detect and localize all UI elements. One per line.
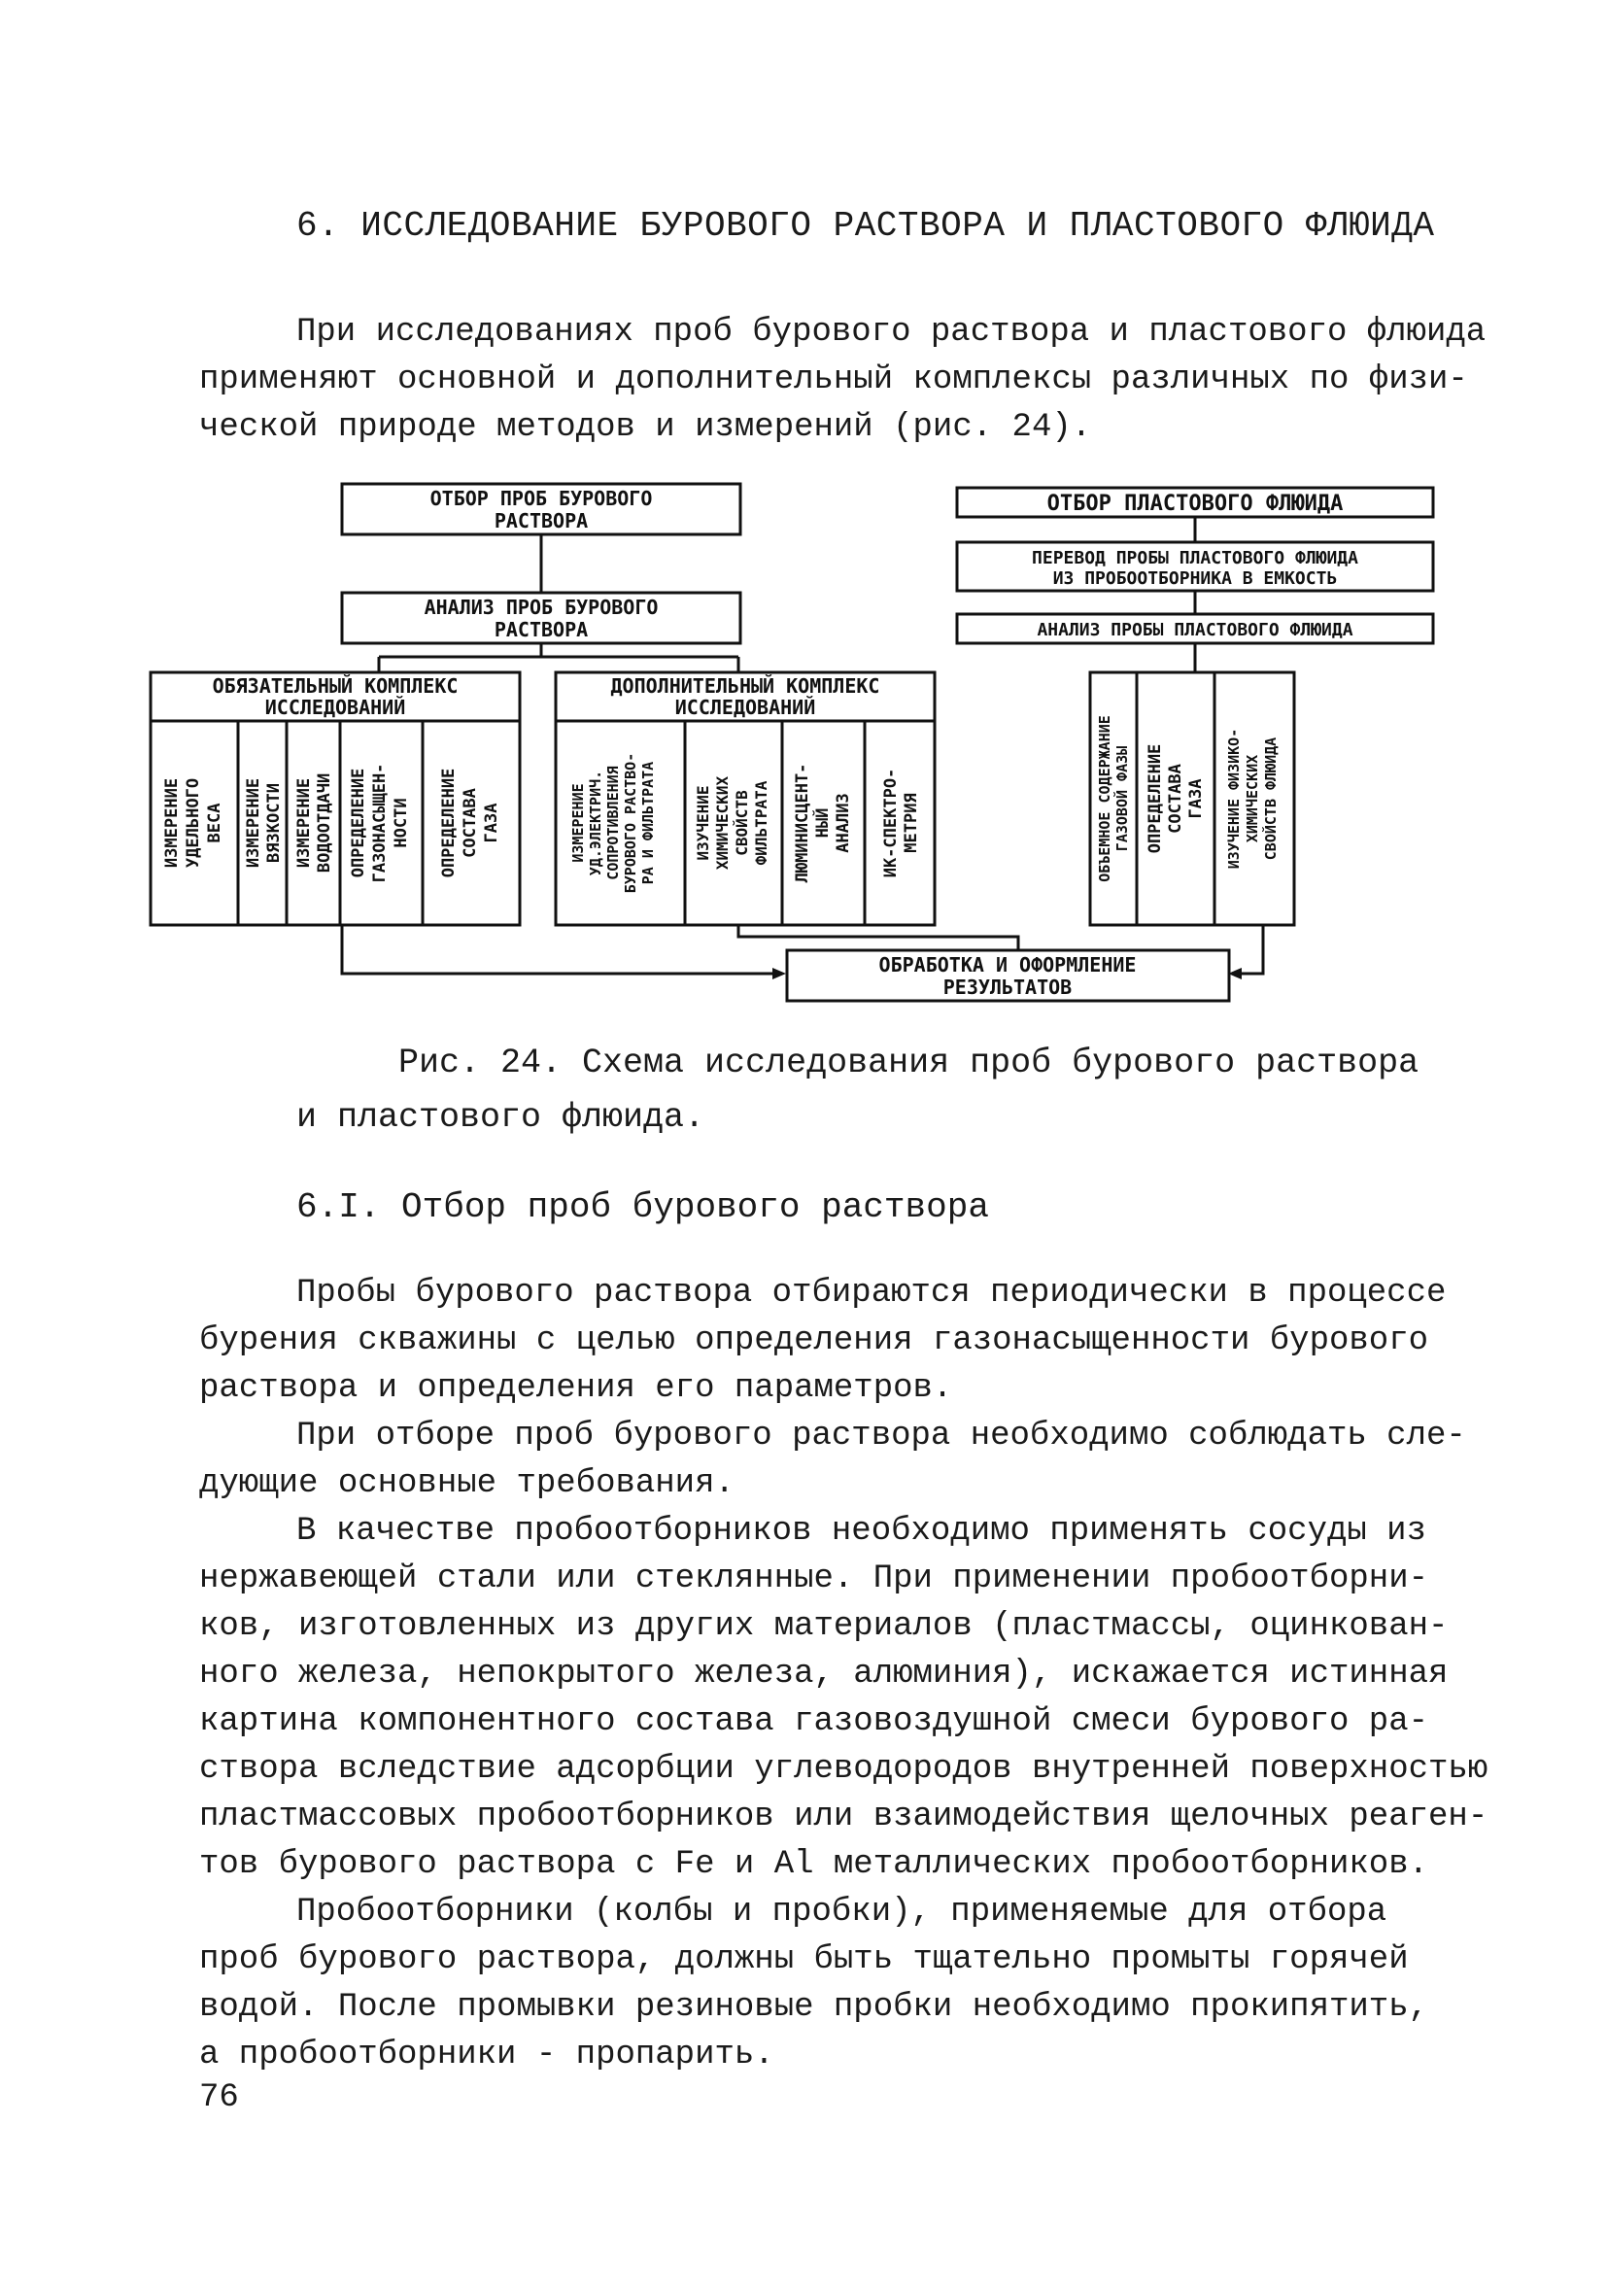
mandatory-item-3 [294,773,334,873]
svg-text:НЫЙ: НЫЙ [813,807,833,839]
svg-text:БУРОВОГО РАСТВО-: БУРОВОГО РАСТВО- [622,752,639,894]
body-line-13: тов бурового раствора с Fe и Al металлических пробоотборников. [199,1846,1429,1883]
left-analysis-box [342,593,740,643]
intro-line-3: ческой природе методов и измерений (рис. 24). [199,409,1092,446]
svg-text:ХИМИЧЕСКИХ: ХИМИЧЕСКИХ [1244,754,1261,843]
figure-caption-line-1: Рис. 24. Схема исследования проб бурового раствора [398,1044,1419,1082]
svg-text:СВОЙСТВ: СВОЙСТВ [733,790,751,856]
result-line-1: ОБРАБОТКА И ОФОРМЛЕНИЕ [878,953,1137,977]
svg-text:ХИМИЧЕСКИХ: ХИМИЧЕСКИХ [713,775,732,871]
mandatory-title-line-2: ИССЛЕДОВАНИЙ [264,696,406,719]
svg-text:ОПРЕДЕЛЕНИЕ: ОПРЕДЕЛЕНИЕ [1145,743,1165,854]
body-line-5: дующие основные требования. [199,1465,735,1502]
additional-title-line-2: ИССЛЕДОВАНИЙ [674,696,816,719]
svg-text:ВЯЗКОСТИ: ВЯЗКОСТИ [264,783,284,863]
result-line-2: РЕЗУЛЬТАТОВ [942,976,1073,999]
body-line-4: При отборе проб бурового раствора необходимо соблюдать сле- [296,1418,1466,1455]
figure-caption-line-2: и пластового флюида. [296,1098,705,1137]
svg-text:СОСТАВА: СОСТАВА [461,788,480,858]
body-line-3: раствора и определения его параметров. [199,1370,953,1407]
svg-text:ОПРЕДЕЛЕНИЕ: ОПРЕДЕЛЕНИЕ [439,768,459,878]
mandatory-title-line-1: ОБЯЗАТЕЛЬНЫЙ КОМПЛЕКС [212,674,459,698]
svg-text:ОБЪЕМНОЕ СОДЕРЖАНИЕ: ОБЪЕМНОЕ СОДЕРЖАНИЕ [1096,715,1113,882]
mandatory-item-2 [244,778,284,868]
body-line-17: а пробоотборники - пропарить. [199,2037,774,2073]
intro-line-2: применяют основной и дополнительный комплексы различных по физи- [199,361,1468,398]
body-line-9: ного железа, непокрытого железа, алюминия), искажается истинная [199,1656,1449,1693]
svg-text:ГАЗОВОЙ ФАЗЫ: ГАЗОВОЙ ФАЗЫ [1113,745,1131,852]
body-line-10: картина компонентного состава газовоздушной смеси бурового ра- [199,1703,1429,1740]
svg-text:ОПРЕДЕЛЕНИЕ: ОПРЕДЕЛЕНИЕ [349,768,368,878]
transfer-line-1: ПЕРЕВОД ПРОБЫ ПЛАСТОВОГО ФЛЮИДА [1032,548,1358,568]
right-analysis-line: АНАЛИЗ ПРОБЫ ПЛАСТОВОГО ФЛЮИДА [1037,620,1353,640]
right-sampling-line: ОТБОР ПЛАСТОВОГО ФЛЮИДА [1046,492,1344,516]
svg-text:УД.ЭЛЕКТРИЧ.: УД.ЭЛЕКТРИЧ. [587,770,604,876]
svg-text:ИК-СПЕКТРО-: ИК-СПЕКТРО- [881,768,901,878]
svg-text:ГАЗА: ГАЗА [1186,778,1206,819]
svg-text:ГАЗА: ГАЗА [482,803,501,843]
body-line-15: проб бурового раствора, должны быть тщательно промыты горячей [199,1941,1409,1978]
right-sampling-box [957,488,1433,517]
svg-text:СВОЙСТВ ФЛЮИДА: СВОЙСТВ ФЛЮИДА [1262,737,1280,861]
body-line-1: Пробы бурового раствора отбираются периодически в процессе [296,1275,1447,1312]
svg-text:СОСТАВА: СОСТАВА [1166,764,1185,834]
research-scheme-diagram [0,0,1607,1049]
left-sampling-line-1: ОТБОР ПРОБ БУРОВОГО [429,487,653,510]
svg-text:АНАЛИЗ: АНАЛИЗ [834,793,853,853]
section-heading: 6. ИССЛЕДОВАНИЕ БУРОВОГО РАСТВОРА И ПЛАСТОВОГО ФЛЮИДА [296,206,1435,246]
svg-text:ИЗМЕРЕНИЕ: ИЗМЕРЕНИЕ [162,777,182,869]
body-line-8: ков, изготовленных из других материалов (пластмассы, оцинкован- [199,1608,1449,1645]
svg-text:ГАЗОНАСЫЩЕН-: ГАЗОНАСЫЩЕН- [370,763,390,883]
transfer-line-2: ИЗ ПРОБООТБОРНИКА В ЕМКОСТЬ [1052,568,1338,589]
result-box [787,950,1229,1001]
left-analysis-line-1: АНАЛИЗ ПРОБ БУРОВОГО [424,596,659,619]
body-line-12: пластмассовых пробоотборников или взаимодействия щелочных реаген- [199,1799,1488,1835]
svg-text:ИЗУЧЕНИЕ: ИЗУЧЕНИЕ [694,785,712,861]
right-analysis-box [957,614,1433,643]
svg-text:НОСТИ: НОСТИ [392,798,411,848]
subsection-heading: 6.I. Отбор проб бурового раствора [296,1187,989,1227]
left-analysis-line-2: РАСТВОРА [494,618,589,641]
transfer-box [957,542,1433,591]
svg-text:ФИЛЬТРАТА: ФИЛЬТРАТА [752,780,770,866]
body-line-14: Пробоотборники (колбы и пробки), применяемые для отбора [296,1894,1387,1931]
svg-text:ЛЮМИНИСЦЕНТ-: ЛЮМИНИСЦЕНТ- [793,763,812,883]
left-sampling-box [342,484,740,534]
left-sampling-line-2: РАСТВОРА [494,509,589,532]
svg-text:ВЕСА: ВЕСА [205,803,224,843]
body-line-11: створа вследствие адсорбции углеводородов внутренней поверхностью [199,1751,1488,1788]
svg-text:УДЕЛЬНОГО: УДЕЛЬНОГО [184,777,203,869]
svg-text:СОПРОТИВЛЕНИЯ: СОПРОТИВЛЕНИЯ [604,766,622,880]
body-line-7: нержавеющей стали или стеклянные. При применении пробоотборни- [199,1560,1429,1597]
svg-text:ИЗУЧЕНИЕ ФИЗИКО-: ИЗУЧЕНИЕ ФИЗИКО- [1225,728,1243,870]
svg-text:ИЗМЕРЕНИЕ: ИЗМЕРЕНИЕ [294,777,314,869]
body-line-16: водой. После промывки резиновые пробки необходимо прокипятить, [199,1989,1429,2026]
svg-text:ИЗМЕРЕНИЕ: ИЗМЕРЕНИЕ [244,777,263,869]
page-number: 76 [199,2079,239,2116]
intro-line-1: При исследованиях проб бурового раствора и пластового флюида [296,314,1487,351]
svg-text:РА И ФИЛЬТРАТА: РА И ФИЛЬТРАТА [639,761,657,885]
svg-text:ВОДООТДАЧИ: ВОДООТДАЧИ [315,772,334,874]
body-line-6: В качестве пробоотборников необходимо применять сосуды из [296,1513,1426,1550]
body-line-2: бурения скважины с целью определения газонасыщенности бурового [199,1322,1429,1359]
additional-title-line-1: ДОПОЛНИТЕЛЬНЫЙ КОМПЛЕКС [610,674,880,698]
svg-text:МЕТРИЯ: МЕТРИЯ [902,793,921,853]
svg-text:ИЗМЕРЕНИЕ: ИЗМЕРЕНИЕ [569,783,587,863]
